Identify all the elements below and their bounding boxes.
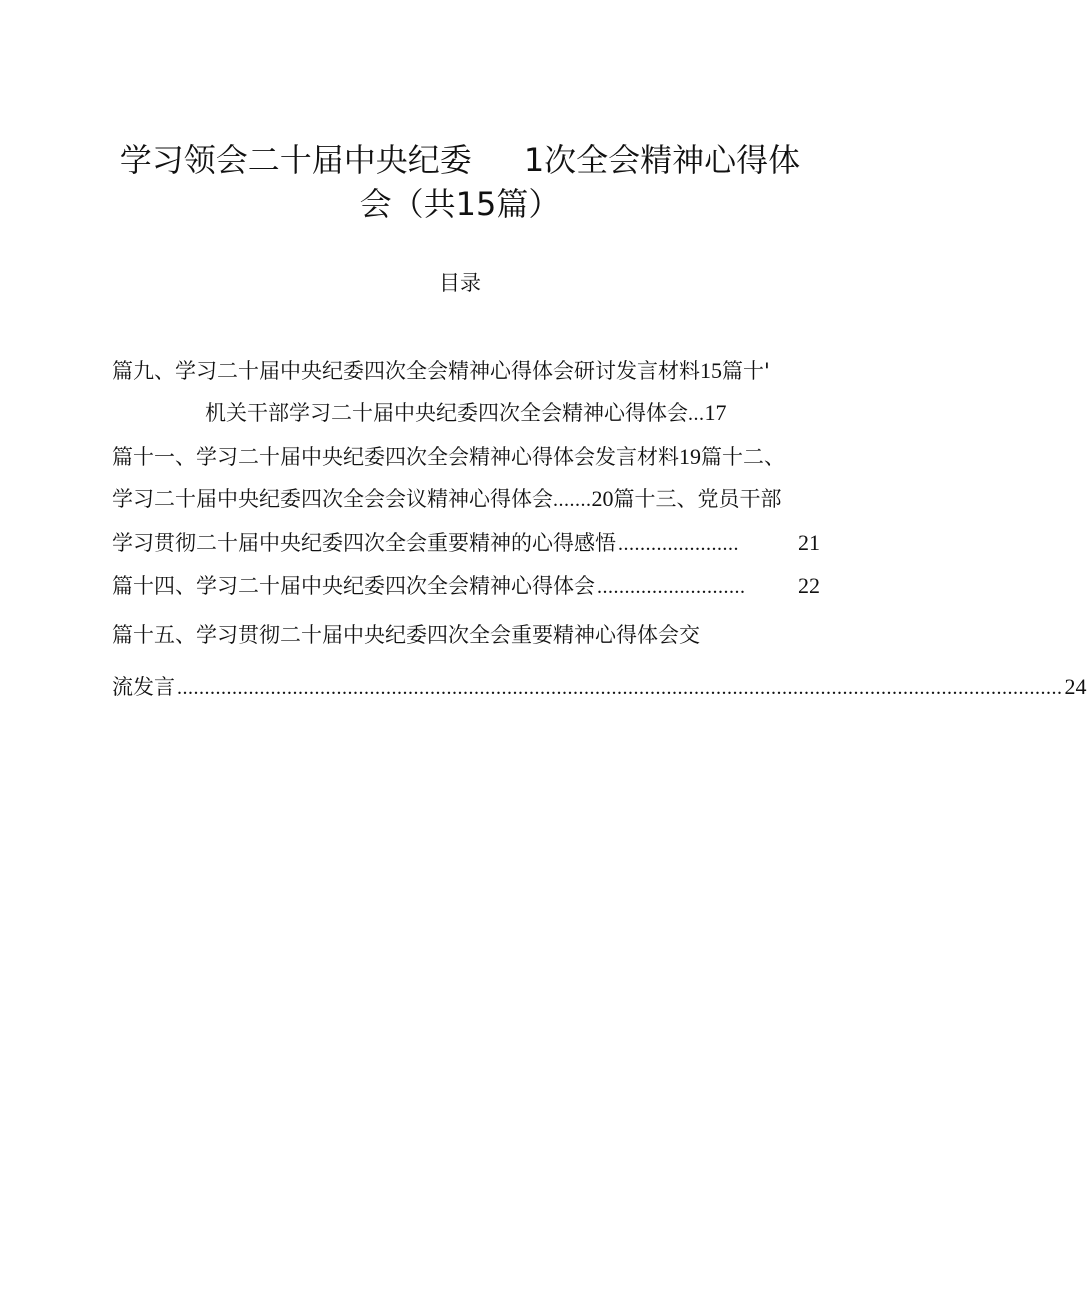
toc-line-6 <box>112 571 820 602</box>
toc-page-number: 24 <box>1064 674 1087 699</box>
toc-entry-trail: 篇十三、党员干部 <box>613 487 782 511</box>
title-part-1: 学习领会二十届中央纪委 <box>119 141 472 179</box>
toc-page-number: 15 <box>700 358 722 383</box>
toc-page-number: 19 <box>679 444 701 469</box>
toc-dot-leader: ................................................................................................................................................................. <box>177 677 1063 699</box>
toc-line-7 <box>112 620 700 650</box>
toc-page-number: 22 <box>798 573 820 598</box>
toc-page-number: 21 <box>798 530 820 555</box>
toc-entry-text: 流发言 <box>112 675 175 699</box>
document-title-line-1 <box>0 140 920 180</box>
toc-page-number: 17 <box>704 400 727 425</box>
toc-entry-trail: 篇十' <box>722 359 770 383</box>
toc-entry-text: 篇十一、学习二十届中央纪委四次全会精神心得体会发言材料 <box>112 445 679 469</box>
toc-line-5 <box>112 528 820 559</box>
toc-entry-text: 篇十五、学习贯彻二十届中央纪委四次全会重要精神心得体会交 <box>112 623 700 647</box>
toc-dot-leader: ........................... <box>597 576 746 598</box>
document-title-line-2: 会（共15篇） <box>359 185 561 223</box>
toc-heading: 目录 <box>439 271 481 295</box>
toc-entry-text: 机关干部学习二十届中央纪委四次全会精神心得体会 <box>205 401 688 425</box>
toc-dot-leader: ... <box>688 403 705 425</box>
toc-line-2 <box>205 398 727 429</box>
toc-line-3 <box>112 442 785 472</box>
toc-entry-trail: 篇十二、 <box>701 445 785 469</box>
toc-line-4 <box>112 484 782 515</box>
toc-entry-text: 学习二十届中央纪委四次全会会议精神心得体会 <box>112 487 553 511</box>
toc-line-1 <box>112 356 770 386</box>
toc-dot-leader: ....... <box>553 489 592 511</box>
toc-dot-leader: ...................... <box>618 533 739 555</box>
title-part-2: 1次全会精神心得体 <box>523 141 801 179</box>
toc-page-number: 20 <box>591 486 614 511</box>
toc-entry-text: 篇十四、学习二十届中央纪委四次全会精神心得体会 <box>112 574 595 598</box>
toc-entry-text: 篇九、学习二十届中央纪委四次全会精神心得体会研讨发言材料 <box>112 359 700 383</box>
toc-entry-text: 学习贯彻二十届中央纪委四次全会重要精神的心得感悟 <box>112 531 616 555</box>
toc-line-8 <box>112 672 1087 703</box>
